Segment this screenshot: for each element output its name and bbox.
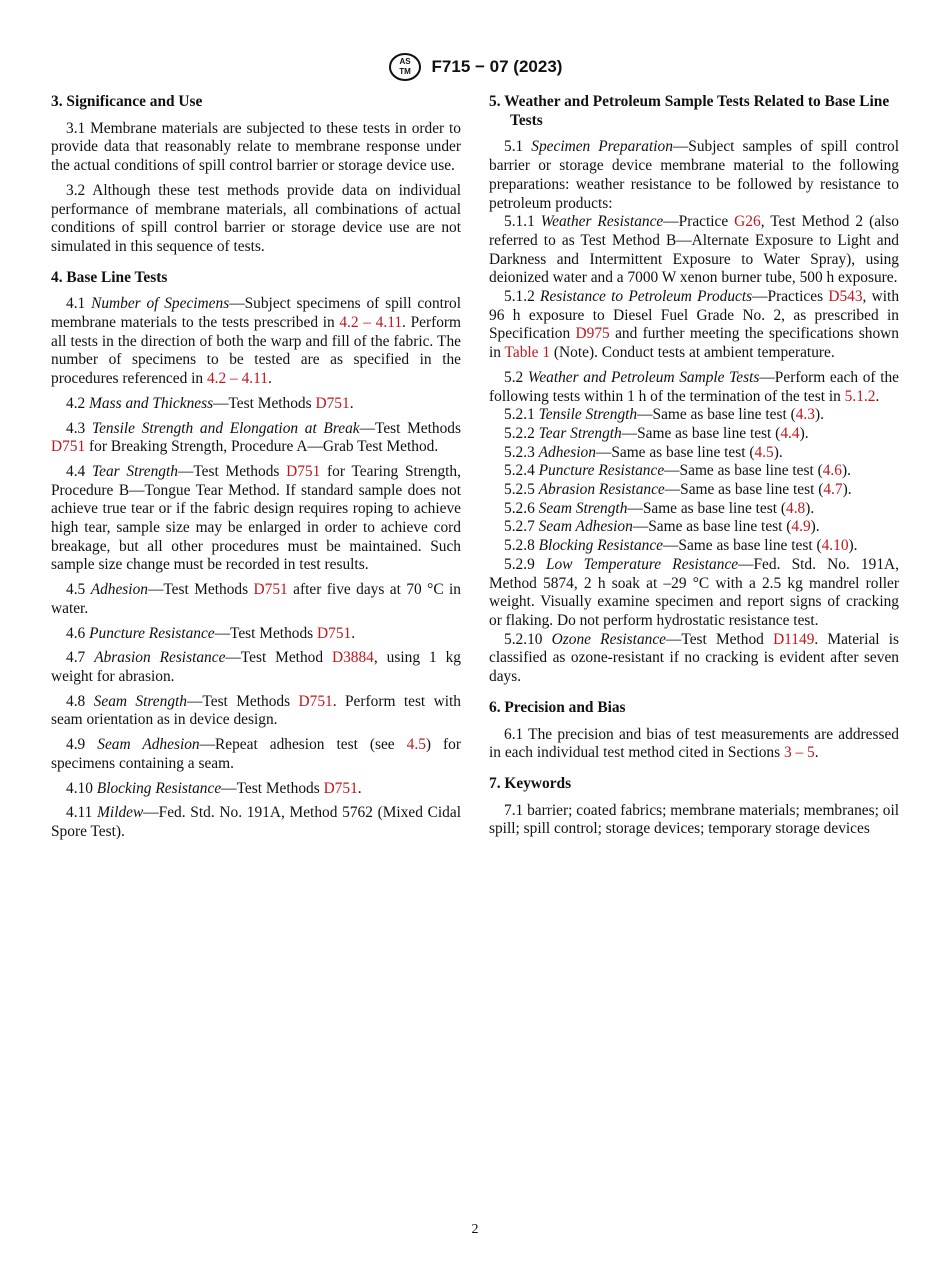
para-4-5: 4.5 Adhesion—Test Methods D751 after five days at 70 °C in water. (51, 581, 461, 617)
para-4-11: 4.11 Mildew—Fed. Std. No. 191A, Method 5762 (Mixed Cidal Spore Test). (51, 804, 461, 840)
section-3-title: 3. Significance and Use (51, 93, 203, 110)
para-5-2-2: 5.2.2 Tear Strength—Same as base line test (4.4). (504, 424, 809, 442)
document-designation: F715 − 07 (2023) (431, 57, 563, 76)
svg-text:TM: TM (398, 67, 411, 76)
link-d975[interactable]: D975 (575, 325, 610, 343)
para-4-2: 4.2 Mass and Thickness—Test Methods D751. (66, 394, 354, 412)
link-5-1-2[interactable]: 5.1.2 (844, 387, 876, 405)
section-5-title: 5. Weather and Petroleum Sample Tests Related to Base Line Tests (489, 93, 890, 129)
astm-logo-icon (388, 52, 422, 82)
link-table-1[interactable]: Table 1 (504, 344, 551, 362)
para-5-2-4: 5.2.4 Puncture Resistance—Same as base line test (4.6). (504, 462, 851, 480)
link-g26[interactable]: G26 (734, 213, 761, 231)
para-5-2-5: 5.2.5 Abrasion Resistance—Same as base line test (4.7). (504, 481, 852, 499)
para-5-2-6: 5.2.6 Seam Strength—Same as base line test (4.8). (504, 499, 815, 517)
page-header (0, 52, 950, 82)
para-4-1: 4.1 Number of Specimens—Subject specimens of spill control membrane materials to the tests prescribed in 4.2 – 4.11. Perform all tests in the direction of both the warp and fill of the fabric. The number of specimens to be tested are as specified in the procedures referenced in 4.2 – 4.11. (51, 295, 462, 388)
link-d751[interactable]: D751 (317, 624, 352, 642)
link-d543[interactable]: D543 (828, 288, 863, 306)
link-4-10[interactable]: 4.10 (821, 537, 849, 555)
section-4-title: 4. Base Line Tests (51, 268, 168, 286)
section-7 (489, 775, 899, 839)
link-d3884[interactable]: D3884 (331, 649, 374, 667)
link-4-9[interactable]: 4.9 (791, 518, 811, 536)
link-d751[interactable]: D751 (253, 581, 288, 599)
para-5-2-1: 5.2.1 Tensile Strength—Same as base line test (4.3). (504, 406, 824, 424)
para-4-10: 4.10 Blocking Resistance—Test Methods D751. (66, 779, 362, 797)
para-7-1: 7.1 barrier; coated fabrics; membrane materials; membranes; oil spill; spill control; storage devices; temporary storage devices (489, 801, 899, 838)
left-column (51, 93, 461, 854)
para-4-8: 4.8 Seam Strength—Test Methods D751. Perform test with seam orientation as in device design. (51, 692, 461, 729)
link-4-5[interactable]: 4.5 (406, 736, 426, 754)
para-3-2: 3.2 Although these test methods provide data on individual performance of membrane materials, all combinations of actual conditions of spill control barrier or storage device use are not simulated in this sequence of tests. (51, 181, 461, 255)
para-4-3: 4.3 Tensile Strength and Elongation at Break—Test Methods D751 for Breaking Strength, Procedure A—Grab Test Method. (51, 419, 461, 456)
link-d751[interactable]: D751 (286, 462, 321, 480)
link-4-8[interactable]: 4.8 (786, 499, 806, 517)
section-6-title: 6. Precision and Bias (489, 698, 626, 716)
link-4-4[interactable]: 4.4 (780, 424, 800, 442)
para-4-6: 4.6 Puncture Resistance—Test Methods D751. (66, 624, 356, 642)
para-4-4: 4.4 Tear Strength—Test Methods D751 for Tearing Strength, Procedure B—Tongue Tear Method. If standard sample does not achieve true tear or if the fabric design requires roping to achieve high tear, sample size may be enlarged in order to achieve cord breakage, but all other procedures must be maintained. Such sample size change must be recorded in test results. (51, 462, 461, 574)
para-5-2-7: 5.2.7 Seam Adhesion—Same as base line test (4.9). (504, 518, 820, 536)
link-4-2-4-11[interactable]: 4.2 – 4.11 (339, 314, 403, 332)
link-4-3[interactable]: 4.3 (795, 406, 815, 424)
right-column (489, 93, 899, 851)
para-5-2-10: 5.2.10 Ozone Resistance—Test Method D1149. Material is classified as ozone-resistant if no cracking is evident after seven days. (489, 630, 899, 686)
link-d751[interactable]: D751 (323, 779, 358, 797)
para-5-1-2: 5.1.2 Resistance to Petroleum Products—Practices D543, with 96 h exposure to Diesel Fuel Grade No. 2, as prescribed in Specification D975 and further meeting the specifications shown in Table 1 (Note). Conduct tests at ambient temperature. (489, 288, 900, 362)
link-4-6[interactable]: 4.6 (822, 462, 842, 480)
section-6 (489, 699, 899, 763)
link-4-2-4-11-b[interactable]: 4.2 – 4.11 (206, 370, 268, 388)
link-3-5[interactable]: 3 – 5 (783, 744, 815, 762)
section-3 (51, 93, 461, 257)
section-4 (51, 269, 461, 842)
link-d1149[interactable]: D1149 (773, 630, 815, 648)
link-d751[interactable]: D751 (315, 394, 350, 412)
link-4-5[interactable]: 4.5 (754, 443, 774, 461)
link-d751[interactable]: D751 (51, 438, 86, 456)
para-5-2: 5.2 Weather and Petroleum Sample Tests—Perform each of the following tests within 1 h of the termination of the test in 5.1.2. (489, 368, 899, 405)
page-number: 2 (471, 1222, 479, 1237)
para-6-1: 6.1 The precision and bias of test measurements are addressed in each individual test method cited in Sections 3 – 5. (489, 725, 899, 762)
para-5-2-3: 5.2.3 Adhesion—Same as base line test (4.5). (504, 443, 783, 461)
para-5-2-8: 5.2.8 Blocking Resistance—Same as base line test (4.10). (504, 537, 858, 555)
para-4-9: 4.9 Seam Adhesion—Repeat adhesion test (see 4.5) for specimens containing a seam. (51, 736, 461, 772)
para-4-7: 4.7 Abrasion Resistance—Test Method D3884, using 1 kg weight for abrasion. (51, 649, 461, 685)
para-5-1: 5.1 Specimen Preparation—Subject samples of spill control barrier or storage device membrane material to the following preparations: weather resistance to be followed by resistance to petroleum products: (489, 138, 899, 212)
link-4-7[interactable]: 4.7 (823, 481, 843, 499)
para-5-2-9: 5.2.9 Low Temperature Resistance—Fed. Std. No. 191A, Method 5874, 2 h soak at –29 °C with a 2.5 kg mandrel roller weight. Visually examine specimen and report signs of cracking or flaking. Do not perform hydrostatic resistance test. (489, 555, 899, 629)
section-7-title: 7. Keywords (489, 774, 572, 792)
para-3-1: 3.1 Membrane materials are subjected to these tests in order to provide data that reasonably relate to membrane response under the actual conditions of spill control barrier or storage device use. (51, 119, 461, 175)
para-5-1-1: 5.1.1 Weather Resistance—Practice G26, Test Method 2 (also referred to as Test Method B—Alternate Exposure to Light and Darkness and Intermittent Exposure to Water Spray), using deionized water and a 7000 W xenon burner tube, 500 h exposure. (489, 213, 899, 287)
link-d751[interactable]: D751 (298, 692, 333, 710)
section-5 (489, 93, 899, 687)
svg-text:AS: AS (398, 57, 411, 66)
